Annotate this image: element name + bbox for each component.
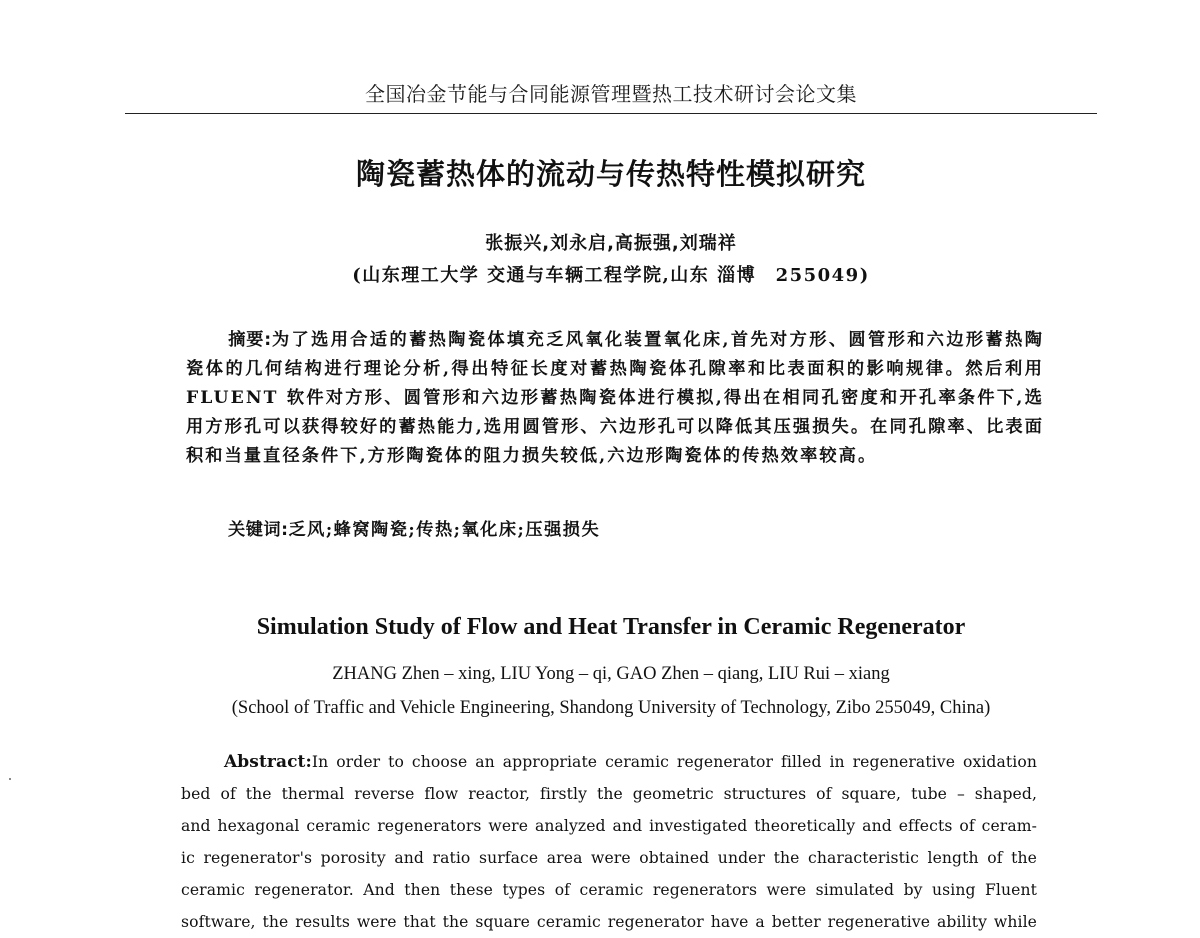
english-affiliation: (School of Traffic and Vehicle Engineering, Shandong University of Technology, Zibo 255049, China) — [231, 698, 991, 718]
chinese-abstract-text: 为了选用合适的蓄热陶瓷体填充乏风氧化装置氧化床,首先对方形、圆管形和六边形蓄热陶瓷体的几何结构进行理论分析,得出特征长度对蓄热陶瓷体孔隙率和比表面积的影响规律。然后利用 FLUENT 软件对方形、圆管形和六边形蓄热陶瓷体进行模拟,得出在相同孔密度和开孔率条件下,选用方形孔可以获得较好的蓄热能力,选用圆管形、六边形孔可以降低其压强损失。在同孔隙率、比表面积和当量直径条件下,方形陶瓷体的阻力损失较低,六边形陶瓷体的传热效率较高。 — [186, 330, 1044, 466]
chinese-keywords-label: 关键词: — [228, 520, 289, 540]
chinese-keywords — [186, 516, 1044, 545]
english-abstract-label: Abstract: — [224, 752, 312, 772]
english-title: Simulation Study of Flow and Heat Transfer in Ceramic Regenerator — [256, 614, 966, 640]
english-abstract-line: and hexagonal ceramic regenerators were analyzed and investigated theoretically and effects of ceram- — [181, 817, 1037, 835]
chinese-abstract — [186, 326, 1044, 471]
english-abstract-line: ic regenerator's porosity and ratio surface area were obtained under the characteristic length of the — [181, 849, 1037, 867]
english-abstract-line: bed of the thermal reverse flow reactor, firstly the geometric structures of square, tube – shaped, — [181, 785, 1037, 803]
running-head: 全国冶金节能与合同能源管理暨热工技术研讨会论文集 — [365, 82, 857, 106]
english-abstract-line: software, the results were that the square ceramic regenerator have a better regenerative ability while — [181, 913, 1037, 931]
english-abstract-line — [181, 746, 1037, 778]
english-abstract — [181, 746, 1037, 938]
english-abstract-text: In order to choose an appropriate ceramic regenerator filled in regenerative oxidation — [311, 753, 1037, 771]
chinese-title: 陶瓷蓄热体的流动与传热特性模拟研究 — [355, 157, 866, 191]
header-rule — [125, 113, 1097, 114]
chinese-affiliation: (山东理工大学 交通与车辆工程学院,山东 淄博 255049) — [352, 265, 870, 286]
english-abstract-line: ceramic regenerator. And then these types of ceramic regenerators were simulated by using Fluent — [181, 881, 1037, 899]
english-authors: ZHANG Zhen – xing, LIU Yong – qi, GAO Zhen – qiang, LIU Rui – xiang — [332, 664, 890, 684]
chinese-keywords-text: 乏风;蜂窝陶瓷;传热;氧化床;压强损失 — [288, 520, 601, 540]
chinese-abstract-label: 摘要: — [228, 330, 272, 350]
scan-speck — [9, 778, 11, 780]
chinese-authors: 张振兴,刘永启,高振强,刘瑞祥 — [485, 233, 737, 254]
